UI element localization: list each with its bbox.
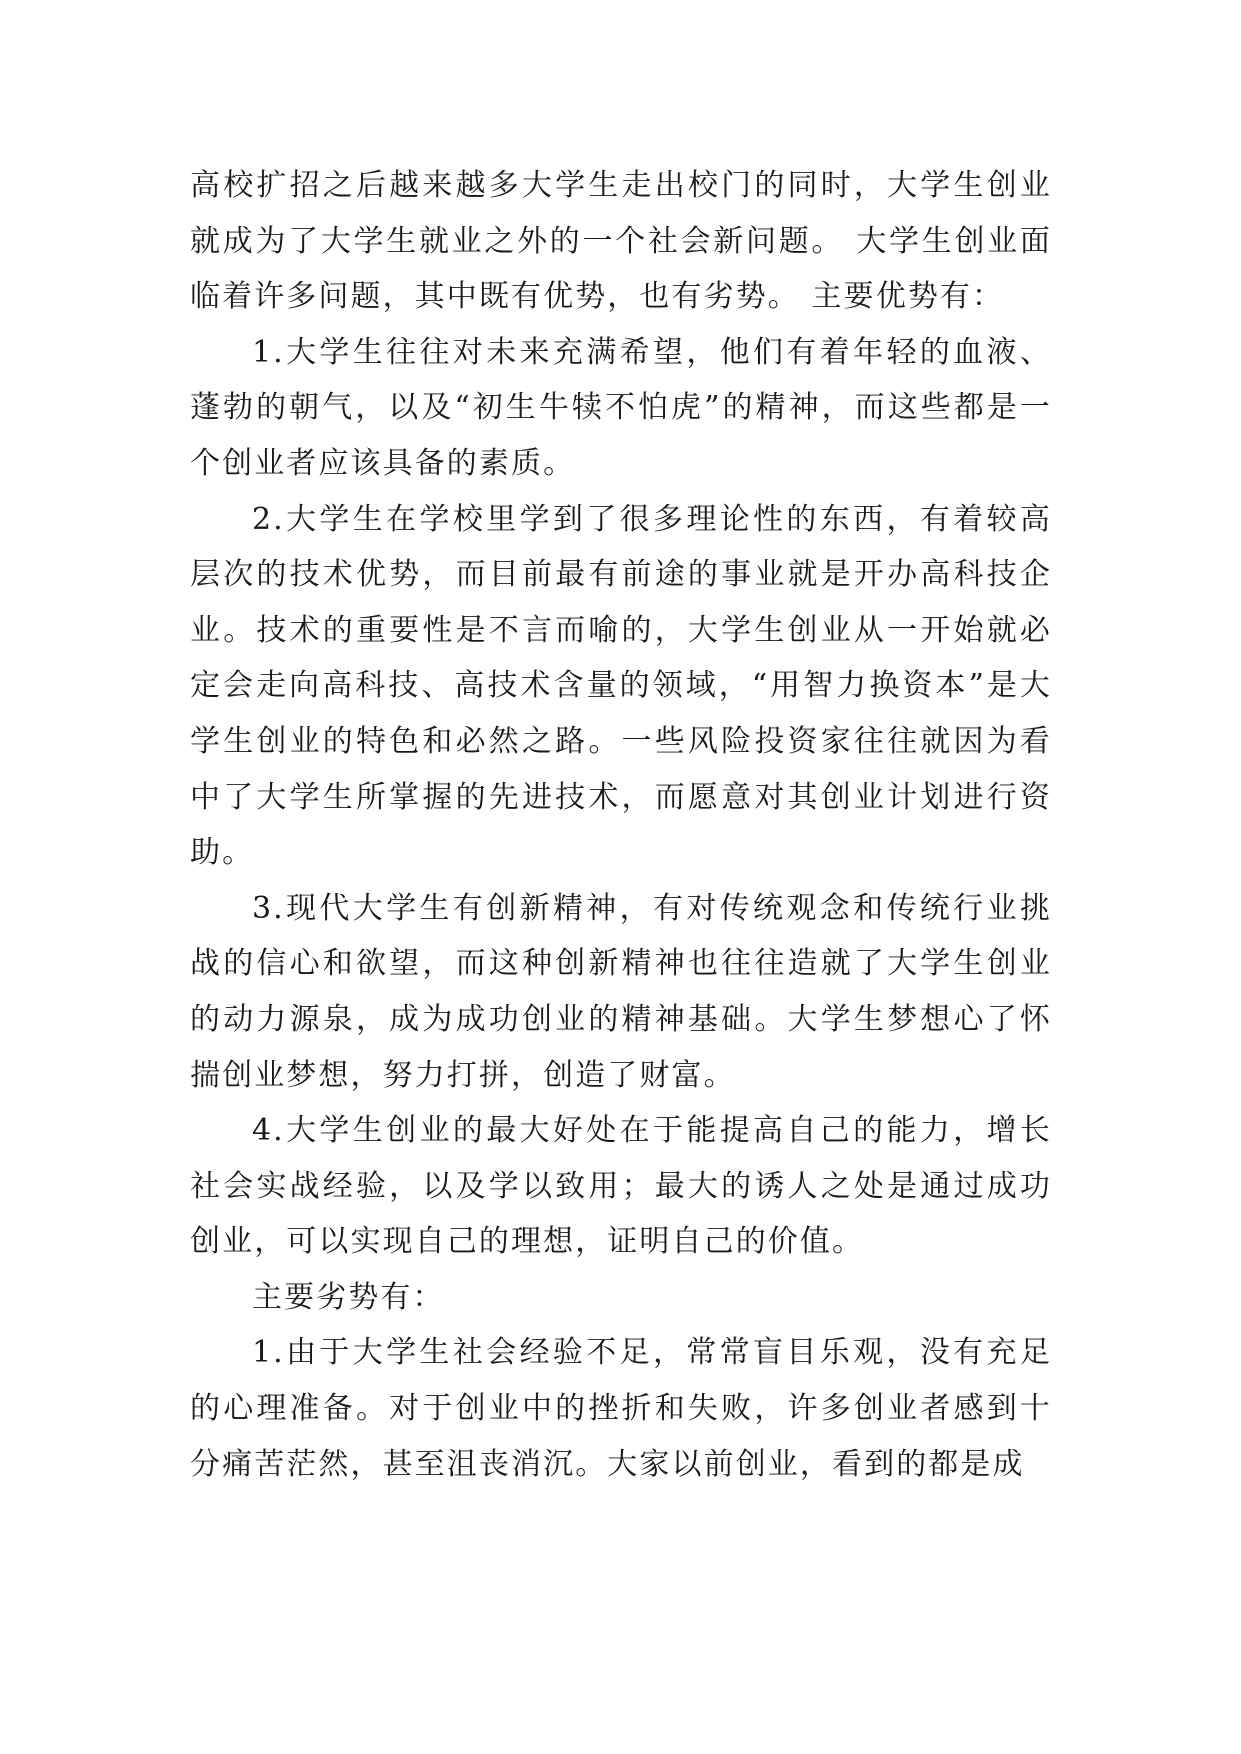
- paragraph-advantage-4: 4.大学生创业的最大好处在于能提高自己的能力，增长社会实战经验，以及学以致用；最大的诱人之处是通过成功创业，可以实现自己的理想，证明自己的价值。: [190, 1113, 1052, 1260]
- paragraph-advantage-2: 2.大学生在学校里学到了很多理论性的东西，有着较高层次的技术优势，而目前最有前途的事业就是开办高科技企业。技术的重要性是不言而喻的，大学生创业从一开始就必定会走向高科技、高技术含量的领域，“用智力换资本”是大学生创业的特色和必然之路。一些风险投资家往往就因为看中了大学生所掌握的先进技术，而愿意对其创业计划进行资助。: [190, 501, 1052, 871]
- body-text: [190, 158, 1052, 1492]
- paragraph-disadvantage-1: 1.由于大学生社会经验不足，常常盲目乐观，没有充足的心理准备。对于创业中的挫折和失败，许多创业者感到十分痛苦茫然，甚至沮丧消沉。大家以前创业，看到的都是成: [190, 1335, 1052, 1482]
- paragraph-advantage-1: 1.大学生往往对未来充满希望，他们有着年轻的血液、蓬勃的朝气，以及“初生牛犊不怕虎”的精神，而这些都是一个创业者应该具备的素质。: [190, 334, 1052, 481]
- paragraph-disadvantage-heading: 主要劣势有：: [252, 1279, 445, 1315]
- paragraph-intro: 高校扩招之后越来越多大学生走出校门的同时，大学生创业就成为了大学生就业之外的一个社会新问题。 大学生创业面临着许多问题，其中既有优势，也有劣势。 主要优势有：: [190, 168, 1052, 315]
- paragraph-advantage-3: 3.现代大学生有创新精神，有对传统观念和传统行业挑战的信心和欲望，而这种创新精神也往往造就了大学生创业的动力源泉，成为成功创业的精神基础。大学生梦想心了怀揣创业梦想，努力打拼，创造了财富。: [190, 890, 1052, 1093]
